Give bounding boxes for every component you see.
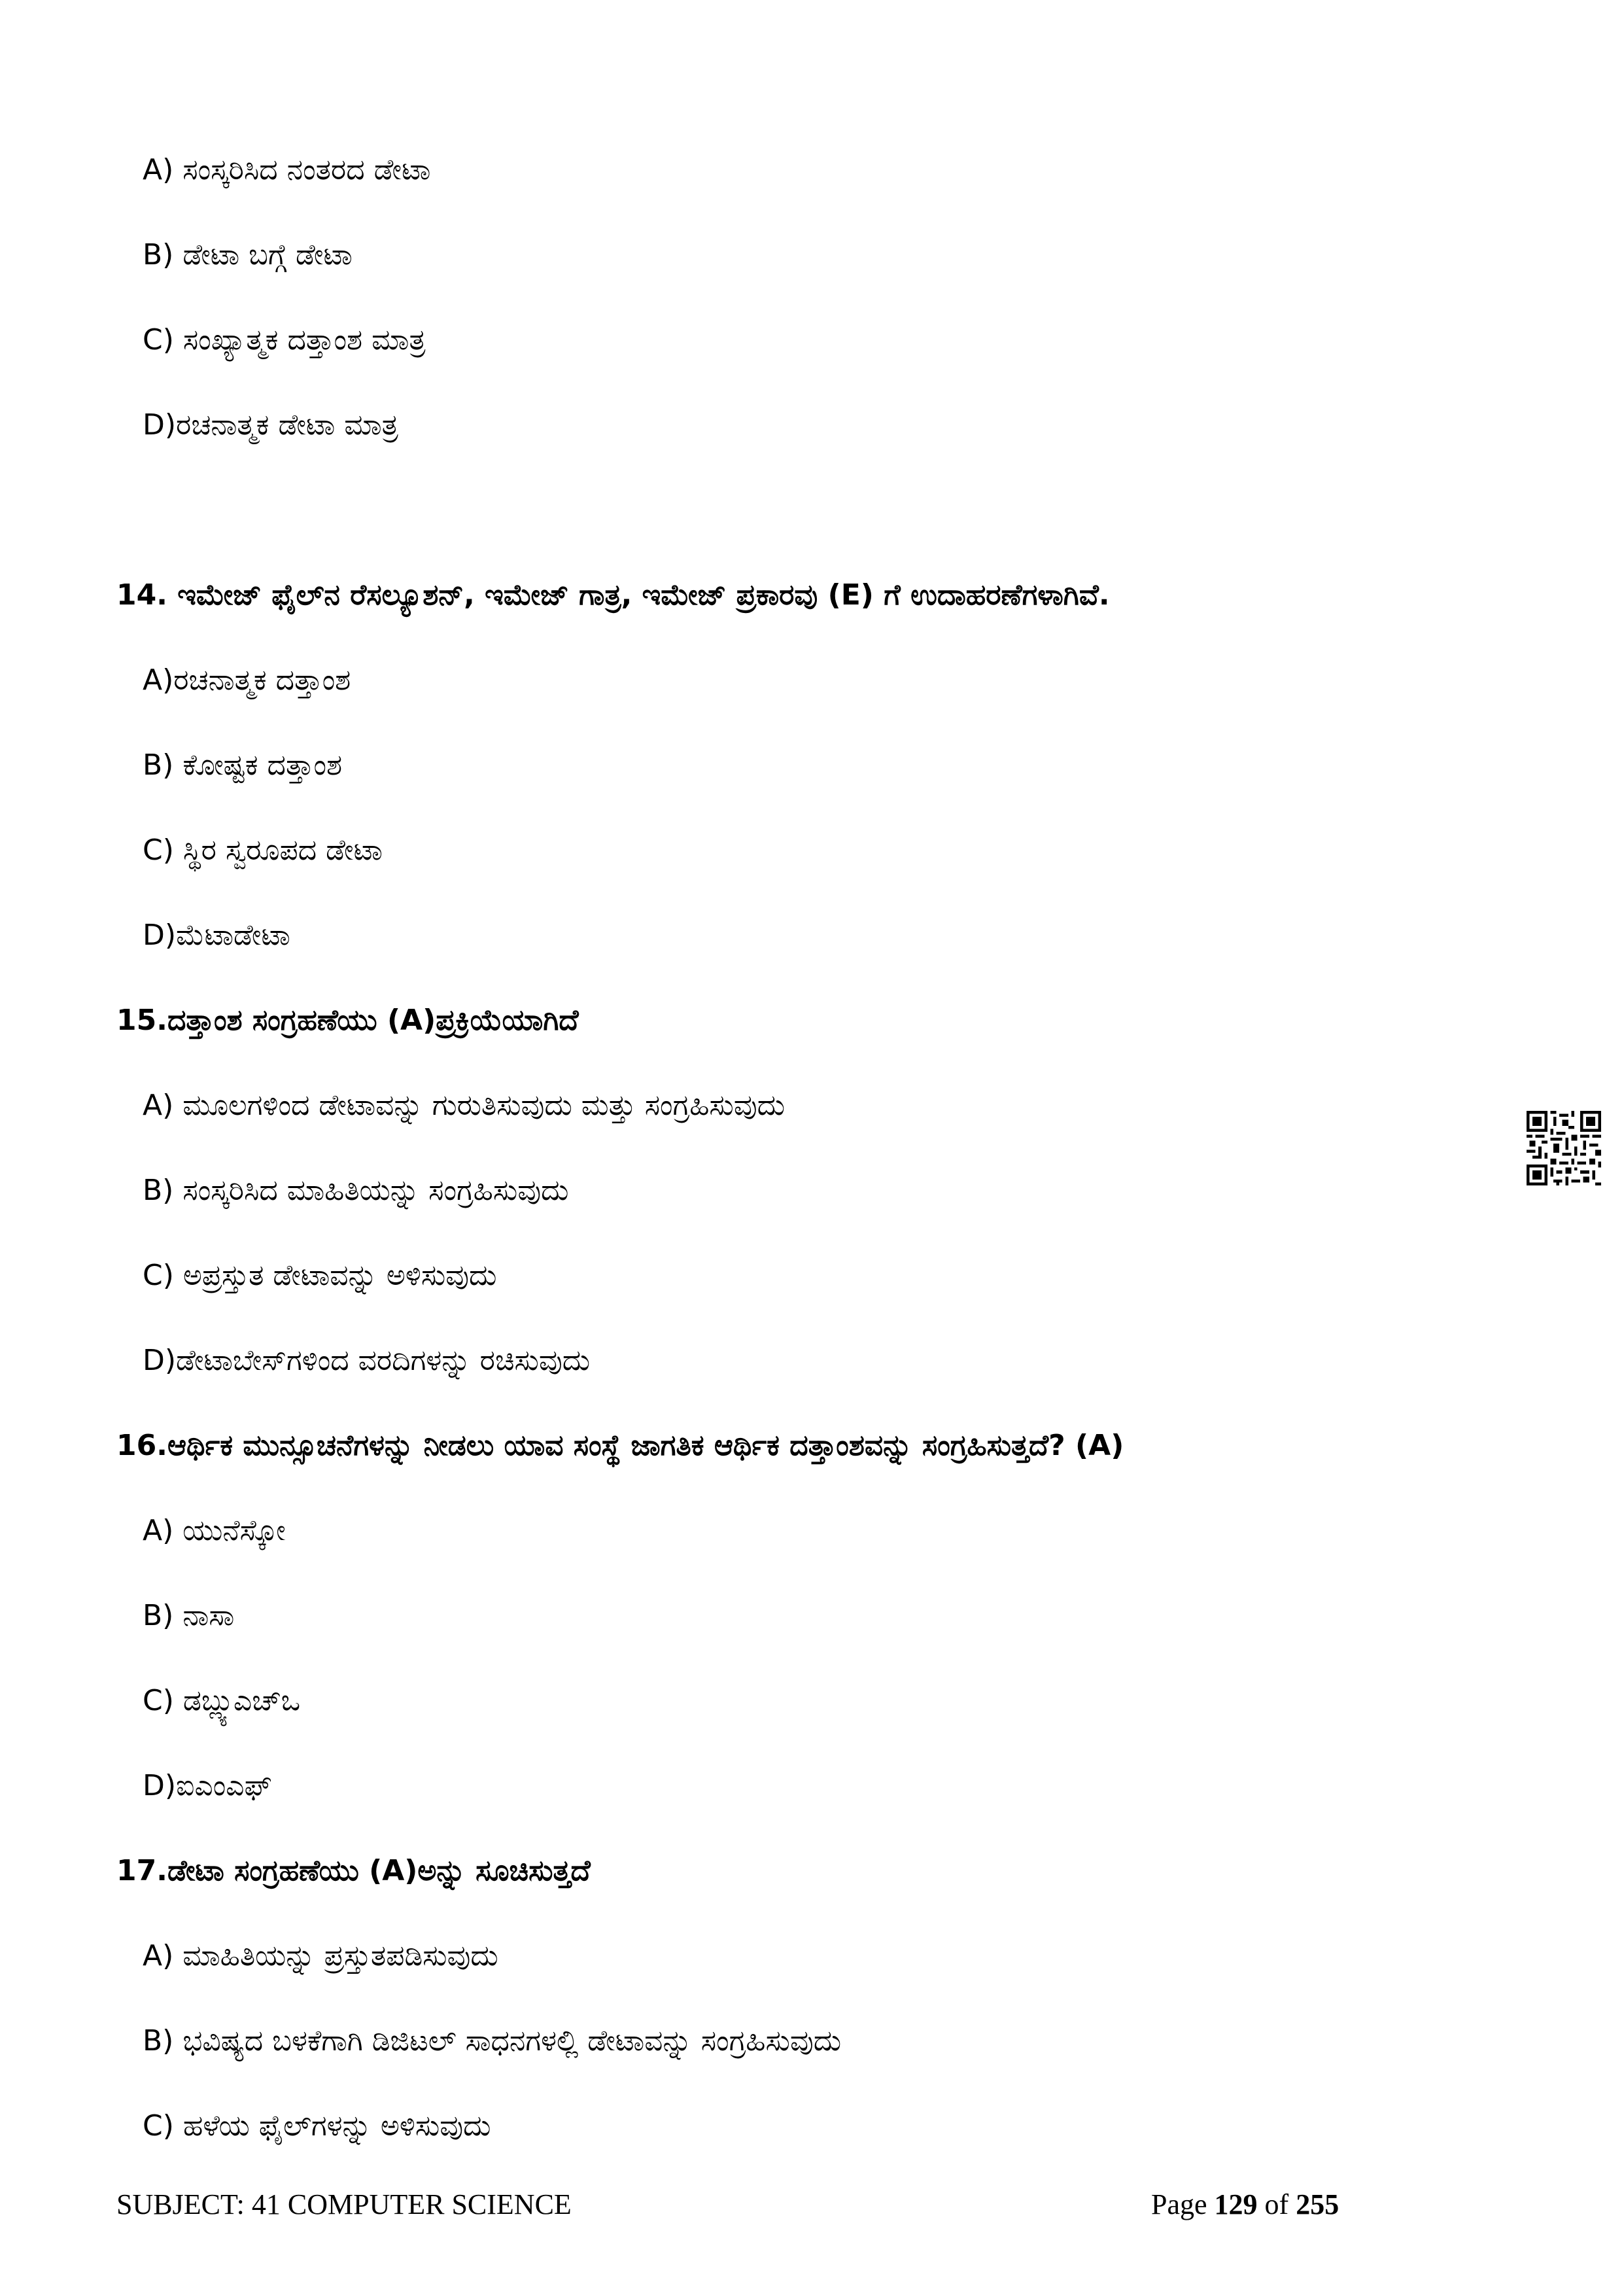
q14-option-d: D)ಮೆಟಾಡೇಟಾ — [143, 919, 290, 952]
question-15: 15.ದತ್ತಾಂಶ ಸಂಗ್ರಹಣೆಯು (A)ಪ್ರಕ್ರಿಯೆಯಾಗಿದೆ — [116, 1004, 579, 1037]
q15-option-c: C) ಅಪ್ರಸ್ತುತ ಡೇಟಾವನ್ನು ಅಳಿಸುವುದು — [143, 1259, 497, 1292]
q14-option-b: B) ಕೋಷ್ಟಕ ದತ್ತಾಂಶ — [143, 748, 343, 782]
q13-option-d: D)ರಚನಾತ್ಮಕ ಡೇಟಾ ಮಾತ್ರ — [143, 408, 398, 442]
qr-code-icon — [1527, 1111, 1601, 1185]
page-prefix: Page — [1151, 2188, 1215, 2220]
q16-option-d: D)ಐಎಂಎಫ್ — [143, 1769, 272, 1802]
question-17: 17.ಡೇಟಾ ಸಂಗ್ರಹಣೆಯು (A)ಅನ್ನು ಸೂಚಿಸುತ್ತದೆ — [116, 1854, 591, 1887]
q15-option-a: A) ಮೂಲಗಳಿಂದ ಡೇಟಾವನ್ನು ಗುರುತಿಸುವುದು ಮತ್ತು ಸಂಗ್ರಹಿಸುವುದು — [143, 1089, 786, 1122]
q14-option-a: A)ರಚನಾತ್ಮಕ ದತ್ತಾಂಶ — [143, 663, 351, 697]
current-page: 129 — [1214, 2188, 1258, 2220]
q13-option-c: C) ಸಂಖ್ಯಾತ್ಮಕ ದತ್ತಾಂಶ ಮಾತ್ರ — [143, 323, 426, 357]
q13-option-a: A) ಸಂಸ್ಕರಿಸಿದ ನಂತರದ ಡೇಟಾ — [143, 153, 431, 186]
q13-option-b: B) ಡೇಟಾ ಬಗ್ಗೆ ಡೇಟಾ — [143, 238, 353, 272]
footer-subject: SUBJECT: 41 COMPUTER SCIENCE — [116, 2188, 572, 2220]
total-pages: 255 — [1296, 2188, 1339, 2220]
q17-option-c: C) ಹಳೆಯ ಫೈಲ್‌ಗಳನ್ನು ಅಳಿಸುವುದು — [143, 2109, 491, 2143]
question-16: 16.ಆರ್ಥಿಕ ಮುನ್ಸೂಚನೆಗಳನ್ನು ನೀಡಲು ಯಾವ ಸಂಸ್ಥೆ ಜಾಗತಿಕ ಆರ್ಥಿಕ ದತ್ತಾಂಶವನ್ನು ಸಂಗ್ರಹಿಸುತ್ತದೆ? (A) — [116, 1429, 1124, 1462]
question-14: 14. ಇಮೇಜ್ ಫೈಲ್‌ನ ರೆಸಲ್ಯೂಶನ್, ಇಮೇಜ್ ಗಾತ್ರ, ಇಮೇಜ್ ಪ್ರಕಾರವು (E) ಗೆ ಉದಾಹರಣೆಗಳಾಗಿವೆ. — [116, 578, 1110, 612]
q16-option-b: B) ನಾಸಾ — [143, 1599, 235, 1632]
q16-option-c: C) ಡಬ್ಲ್ಯುಎಚ್‌ಒ — [143, 1684, 301, 1717]
footer-page-number — [1151, 2185, 1339, 2224]
q15-option-d: D)ಡೇಟಾಬೇಸ್‌ಗಳಿಂದ ವರದಿಗಳನ್ನು ರಚಿಸುವುದು — [143, 1344, 591, 1377]
q14-option-c: C) ಸ್ಥಿರ ಸ್ವರೂಪದ ಡೇಟಾ — [143, 833, 383, 867]
q17-option-a: A) ಮಾಹಿತಿಯನ್ನು ಪ್ರಸ್ತುತಪಡಿಸುವುದು — [143, 1939, 498, 1972]
q16-option-a: A) ಯುನೆಸ್ಕೋ — [143, 1514, 286, 1547]
q17-option-b: B) ಭವಿಷ್ಯದ ಬಳಕೆಗಾಗಿ ಡಿಜಿಟಲ್ ಸಾಧನಗಳಲ್ಲಿ ಡೇಟಾವನ್ನು ಸಂಗ್ರಹಿಸುವುದು — [143, 2024, 842, 2058]
page-of: of — [1257, 2188, 1296, 2220]
q15-option-b: B) ಸಂಸ್ಕರಿಸಿದ ಮಾಹಿತಿಯನ್ನು ಸಂಗ್ರಹಿಸುವುದು — [143, 1174, 569, 1207]
